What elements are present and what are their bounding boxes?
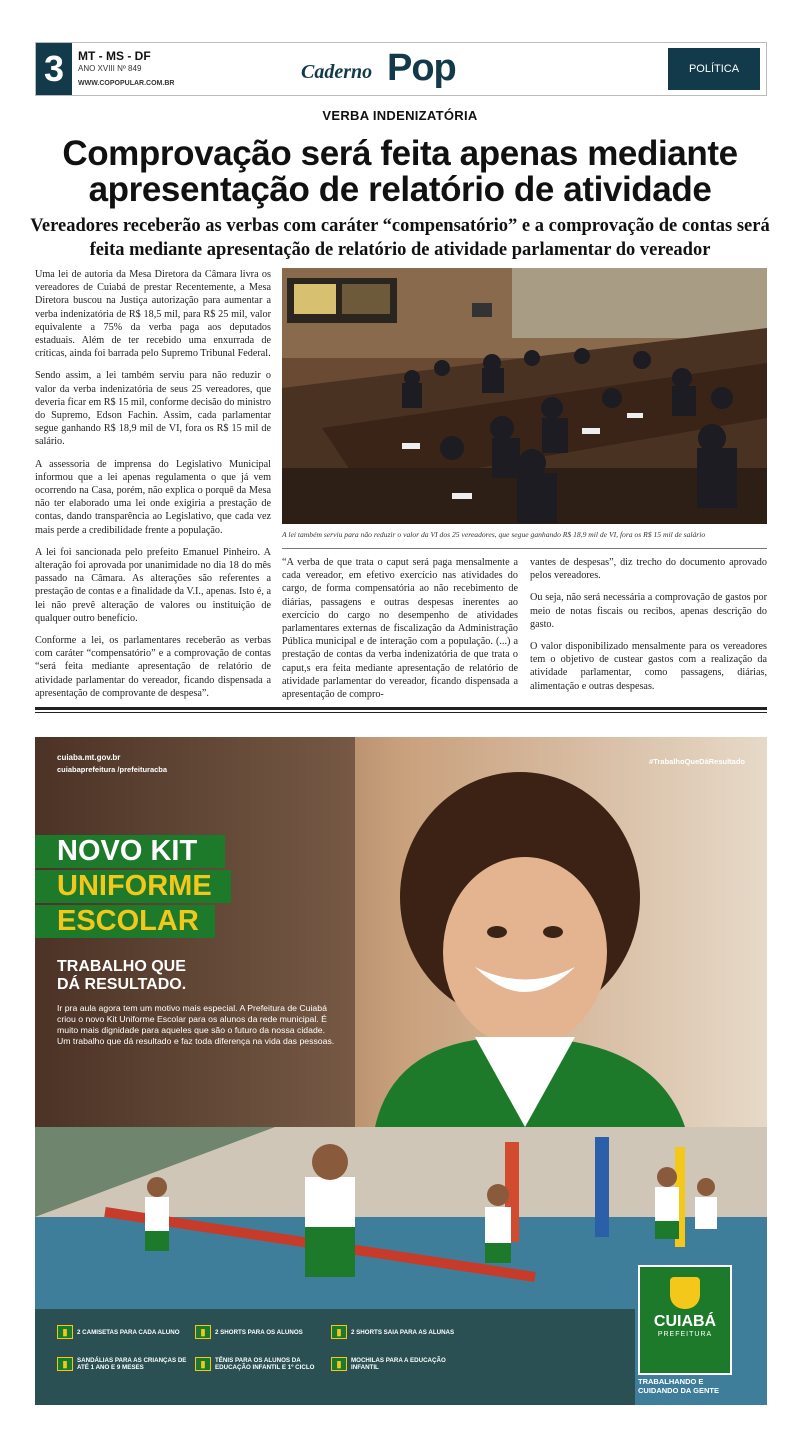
article-column-2 <box>282 556 518 710</box>
cuiaba-prefeitura-logo <box>638 1265 732 1375</box>
ad-tag-uniforme: UNIFORME <box>35 870 231 903</box>
ad-heading-line2: DÁ RESULTADO. <box>57 976 187 993</box>
paragraph: O valor disponibilizado mensalmente para os vereadores tem o objetivo de custear gastos com a realização da atividade parlamentar, como passagens, diárias, alimentação e outras despesas. <box>530 641 767 692</box>
kit-item-label: MOCHILAS PARA A EDUCAÇÃO INFANTIL <box>351 1357 446 1371</box>
section-label: POLÍTICA <box>668 48 760 90</box>
photo-caption: A lei também serviu para não reduzir o valor da VI dos 25 vereadores, que segue ganhando R$ 18,9 mil de VI, fora os R$ 15 mil de salário <box>282 530 706 539</box>
kit-item <box>331 1325 461 1339</box>
section-divider-thin <box>35 712 767 713</box>
kit-item <box>57 1357 187 1371</box>
kit-item-label: 2 SHORTS SAIA PARA AS ALUNAS <box>351 1328 455 1336</box>
ad-social-handles[interactable]: cuiabaprefeitura /prefeituracba <box>57 765 168 774</box>
edition-info <box>78 49 174 87</box>
shorts-icon: ▮ <box>195 1325 211 1339</box>
section-divider <box>35 707 767 710</box>
kit-item-label: 2 CAMISETAS PARA CADA ALUNO <box>77 1328 180 1336</box>
uniform-kit-advertisement[interactable] <box>35 737 767 1405</box>
kit-item <box>331 1357 461 1371</box>
kit-item <box>195 1325 325 1339</box>
paragraph: Ou seja, não será necessária a comprovação de gastos por meio de notas fiscais ou recibos, apenas descrição do gasto. <box>530 592 767 630</box>
site-url[interactable]: WWW.COPOPULAR.COM.BR <box>78 80 175 87</box>
subhead: Vereadores receberão as verbas com caráter “compensatório” e a comprovação de contas será feita mediante apresentação de relatório de atividade parlamentar do vereador <box>30 216 770 260</box>
kit-item-label: 2 SHORTS PARA OS ALUNOS <box>215 1328 303 1336</box>
crest-icon <box>670 1277 700 1309</box>
logo-sub: PREFEITURA <box>657 1331 713 1338</box>
kit-item <box>195 1357 325 1371</box>
states: MT - MS - DF <box>78 49 151 63</box>
paragraph: vantes de despesas”, diz trecho do documento aprovado pelos vereadores. <box>530 557 767 582</box>
logo-script: Caderno <box>301 61 373 83</box>
ad-slogan: TRABALHANDO E CUIDANDO DA GENTE <box>638 1377 719 1395</box>
skirt-icon: ▮ <box>331 1325 347 1339</box>
tshirt-icon: ▮ <box>57 1325 73 1339</box>
ad-tag-escolar: ESCOLAR <box>35 905 215 938</box>
ad-tag-novo-kit: NOVO KIT <box>35 835 225 868</box>
logo-name: CUIABÁ <box>653 1313 717 1330</box>
edition-number: ANO XVIII Nº 849 <box>78 64 142 73</box>
kit-item-label: SANDÁLIAS PARA AS CRIANÇAS DE ATÉ 1 ANO E 9 MESES <box>77 1357 187 1371</box>
ad-heading-line1: TRABALHO QUE <box>57 958 186 975</box>
paragraph: “A verba de que trata o caput será paga mensalmente a cada vereador, em efetivo exercício nas atividades do cargo, de forma compensatória ao não recebimento de diárias, passagens e outras despesas inerentes ao exercício do cargo no desempenho de atividades parlamentares externas de fiscalização da Administração Pública municipal e de interação com a população. (...) a prestação de contas da verba indenizatória de que trata o caput,s era feita mediante apresentação de relatório de atividade parlamentar do vereador, ficando dispensada a apresentação de compro- <box>282 557 518 701</box>
masthead <box>35 42 767 96</box>
paragraph: Conforme a lei, os parlamentares receberão as verbas com caráter “compensatório” e a comprovação de contas “será feita mediante apresentação de relatório de atividade parlamentar do vereador, ficando dispensada a apresentação de comprovante de despesa”. <box>35 635 271 699</box>
paragraph: Sendo assim, a lei também serviu para não reduzir o valor da verba indenizatória de seus 25 vereadores, que deveria ficar em R$ 15 mil, conforme decisão do ministro do Supremo, Edson Fachin. Assim, cada parlamentar segue ganhando R$ 18,9 mil de VI, fora os R$ 15 mil de salário. <box>35 370 271 448</box>
article-column-1 <box>35 268 271 709</box>
kit-item-label: TÊNIS PARA OS ALUNOS DA EDUCAÇÃO INFANTIL E 1º CICLO <box>215 1357 315 1371</box>
logo-main: Pop <box>387 47 456 89</box>
kit-item <box>57 1325 187 1339</box>
chamber-session-photo <box>282 268 767 524</box>
page-number: 3 <box>36 43 72 95</box>
paragraph: A lei foi sancionada pelo prefeito Emanuel Pinheiro. A alteração foi aprovada por unanimidade no dia 18 do mês passado na Câmara. As alterações são referentes a prestação de contas e a finalidade da V.I., apenas. Isto é, a lei não prevê alteração de valores ou instituição de qualquer outro benefício. <box>35 546 271 624</box>
ad-heading <box>57 958 186 994</box>
kicker: VERBA INDENIZATÓRIA <box>322 108 478 123</box>
kit-items-list <box>35 1317 635 1405</box>
ad-hashtag: #TrabalhoQueDáResultado <box>649 757 745 766</box>
paragraph: A assessoria de imprensa do Legislativo Municipal informou que a lei apenas regulamenta o que já vem ocorrendo na Casa, porém, não explica o porquê da Mesa não ter elaborado uma lei onde exigiria a prestação de contas, dando transparência ao Legislativo, que cada vez mais perde a credibilidade frente a população. <box>35 458 271 536</box>
ad-body-text: Ir pra aula agora tem um motivo mais especial. A Prefeitura de Cuiabá criou o novo Kit Uniforme Escolar para os alunos da rede municipal. É muito mais dignidade para aqueles que são o futuro da nossa cidade. Um trabalho que dá resultado e faz toda diferença na vida das pessoas. <box>57 1003 335 1046</box>
article-column-3 <box>530 556 767 702</box>
caption-rule <box>282 548 767 549</box>
ad-site-url[interactable]: cuiaba.mt.gov.br <box>57 753 121 762</box>
caderno-pop-logo <box>301 49 501 91</box>
backpack-icon: ▮ <box>331 1357 347 1371</box>
sneaker-icon: ▮ <box>195 1357 211 1371</box>
headline: Comprovação será feita apenas mediante apresentação de relatório de atividade <box>62 134 738 209</box>
sandal-icon: ▮ <box>57 1357 73 1371</box>
paragraph: Uma lei de autoria da Mesa Diretora da Câmara livra os vereadores de Cuiabá de prestar Recentemente, a Mesa Diretora buscou na Justiça autorização para aumentar a verba indenizatória de R$ 18,5 mil, para R$ 25 mil, valor equivalente a 75% da verba paga aos deputados estaduais. Além de ter recebido uma enxurrada de críticas, ainda foi barrada pelo Supremo Tribunal Federal. <box>35 269 271 360</box>
